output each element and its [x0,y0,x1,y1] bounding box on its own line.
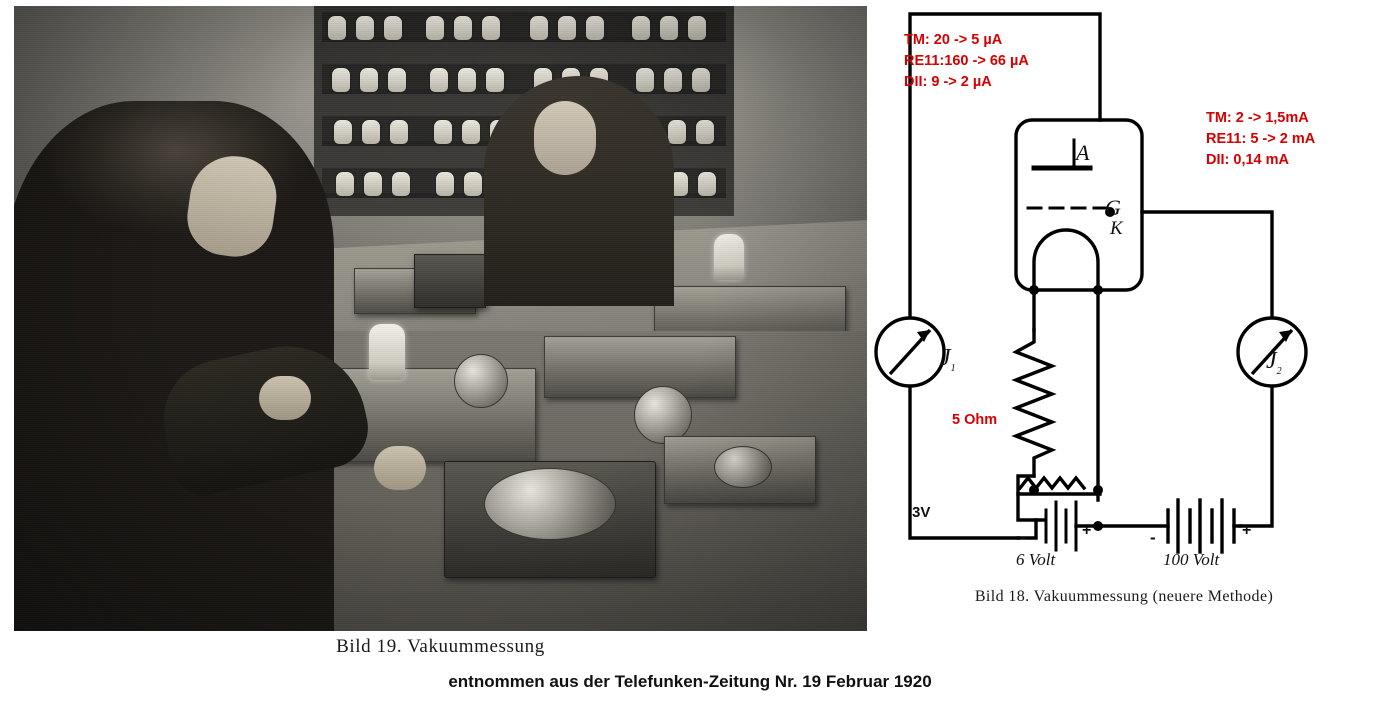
foreground-instrument-box-2 [544,336,736,398]
meter-right-symbol-text: J [1266,348,1277,374]
battery-6v-label: 6 Volt [1016,550,1056,569]
photograph-block [14,6,867,631]
anode-label: A [1076,140,1090,165]
meter-left-subscript: 1 [950,362,956,374]
cathode-label: K [1110,218,1123,239]
annotation-right-line-1: TM: 2 -> 1,5mA [1206,110,1309,126]
battery-6v-plus: + [1082,522,1092,539]
battery-100v-plus: + [1242,522,1252,539]
meter-right-subscript: 2 [1276,365,1282,377]
meter-left-label [940,345,956,374]
background-worker-face [534,101,596,175]
grid-label: G [1105,195,1121,220]
foreground-meter-3 [714,446,772,488]
annotation-left-line-2: RE11:160 -> 66 µA [904,53,1029,70]
annotation-left-line-1: TM: 20 -> 5 µA [904,32,1003,48]
source-attribution: entnommen aus der Telefunken-Zeitung Nr. 19 Februar 1920 [448,672,932,691]
meter-left-symbol-text: J [940,345,951,371]
annotation-left [904,30,1029,93]
rear-vacuum-tube [714,234,744,280]
annotation-right-line-2: RE11: 5 -> 2 mA [1206,131,1316,148]
annotation-right-line-3: DII: 0,14 mA [1206,152,1289,169]
foreground-meter-1 [454,354,508,408]
foreground-dial-face [484,468,616,540]
battery-100v-minus: - [1150,528,1156,547]
battery-6v-minus: - [1020,528,1026,547]
heater-supply-label: 3V [912,504,931,521]
resistor-label: 5 Ohm [952,412,998,428]
rear-instrument-2 [414,254,486,308]
annotation-right [1206,108,1315,171]
circuit-diagram [868,0,1380,620]
meter-left-symbol [876,318,944,386]
battery-100v-label: 100 Volt [1163,550,1220,569]
meter-right-label [1266,348,1282,377]
foreground-worker-hand-right [259,376,311,420]
foreground-worker-hand-left [374,446,426,490]
photo-caption: Bild 19. Vakuummessung [336,636,545,657]
diagram-caption: Bild 18. Vakuummessung (neuere Methode) [974,588,1274,605]
foreground-vacuum-tube [369,324,405,380]
annotation-left-line-3: DII: 9 -> 2 µA [904,74,992,91]
vacuum-measurement-photograph [14,6,867,631]
